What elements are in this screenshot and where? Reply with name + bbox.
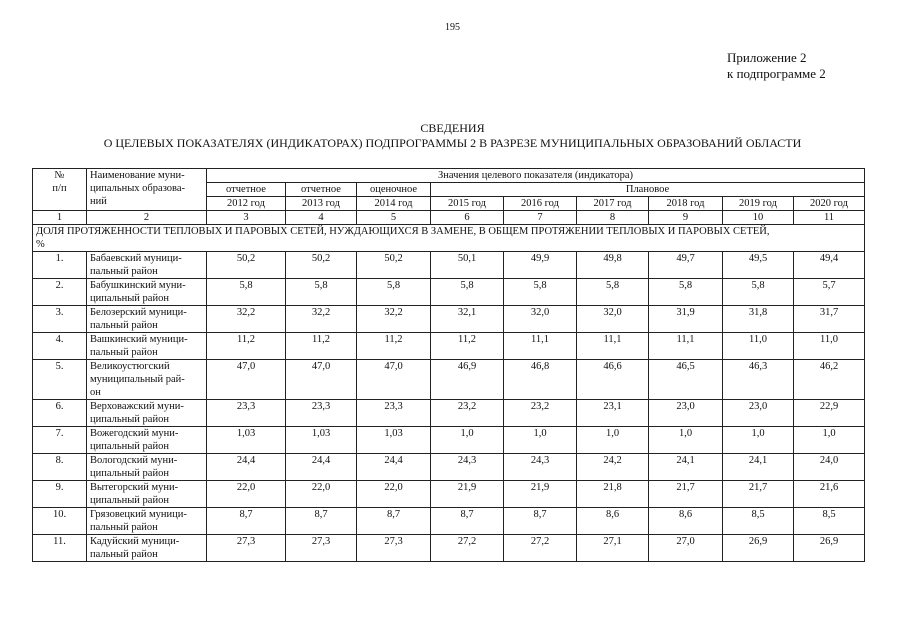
table-row xyxy=(33,279,865,306)
header-year: 2017 год xyxy=(577,197,649,211)
indicator-value: 8,5 xyxy=(723,508,794,535)
column-number: 10 xyxy=(723,211,794,225)
indicator-value: 49,9 xyxy=(504,252,577,279)
indicator-value: 32,2 xyxy=(207,306,286,333)
indicator-value: 32,0 xyxy=(577,306,649,333)
indicator-value: 22,9 xyxy=(794,400,865,427)
indicator-value: 27,2 xyxy=(431,535,504,562)
indicator-value: 1,0 xyxy=(577,427,649,454)
row-number: 9. xyxy=(33,481,87,508)
indicator-value: 23,2 xyxy=(504,400,577,427)
indicator-value: 32,1 xyxy=(431,306,504,333)
indicator-value: 22,0 xyxy=(286,481,357,508)
header-planned: Плановое xyxy=(431,183,865,197)
indicator-value: 32,2 xyxy=(357,306,431,333)
district-name: Великоустюгский муниципальный рай- он xyxy=(87,360,207,400)
indicator-value: 32,2 xyxy=(286,306,357,333)
indicator-value: 46,9 xyxy=(431,360,504,400)
indicator-value: 46,8 xyxy=(504,360,577,400)
indicator-value: 47,0 xyxy=(207,360,286,400)
indicator-value: 5,8 xyxy=(357,279,431,306)
indicator-value: 49,5 xyxy=(723,252,794,279)
indicators-table xyxy=(32,168,865,562)
indicator-value: 50,2 xyxy=(286,252,357,279)
header-reported-1: отчетное xyxy=(207,183,286,197)
row-number: 10. xyxy=(33,508,87,535)
row-number: 6. xyxy=(33,400,87,427)
indicator-value: 1,0 xyxy=(723,427,794,454)
indicator-value: 24,3 xyxy=(431,454,504,481)
indicator-value: 1,0 xyxy=(649,427,723,454)
indicator-value: 5,8 xyxy=(286,279,357,306)
indicator-value: 8,7 xyxy=(286,508,357,535)
indicator-value: 24,4 xyxy=(207,454,286,481)
appendix-line-2: к подпрограмме 2 xyxy=(727,66,826,81)
indicator-value: 8,5 xyxy=(794,508,865,535)
header-year: 2020 год xyxy=(794,197,865,211)
column-number: 3 xyxy=(207,211,286,225)
column-number: 9 xyxy=(649,211,723,225)
table-row xyxy=(33,360,865,400)
column-number: 11 xyxy=(794,211,865,225)
row-number: 5. xyxy=(33,360,87,400)
indicator-value: 5,8 xyxy=(577,279,649,306)
indicator-value: 50,2 xyxy=(207,252,286,279)
indicator-value: 5,8 xyxy=(723,279,794,306)
indicator-value: 24,0 xyxy=(794,454,865,481)
indicator-value: 1,0 xyxy=(794,427,865,454)
district-name: Вологодский муни- ципальный район xyxy=(87,454,207,481)
district-name: Вашкинский муници- пальный район xyxy=(87,333,207,360)
indicator-value: 23,3 xyxy=(357,400,431,427)
district-name: Вытегорский муни- ципальный район xyxy=(87,481,207,508)
indicator-value: 23,0 xyxy=(649,400,723,427)
table-row xyxy=(33,427,865,454)
indicator-value: 24,3 xyxy=(504,454,577,481)
indicator-value: 11,1 xyxy=(577,333,649,360)
indicator-value: 1,0 xyxy=(431,427,504,454)
indicator-value: 21,9 xyxy=(431,481,504,508)
district-name: Бабушкинский муни- ципальный район xyxy=(87,279,207,306)
indicator-value: 5,8 xyxy=(504,279,577,306)
row-number: 4. xyxy=(33,333,87,360)
indicator-value: 27,0 xyxy=(649,535,723,562)
indicator-value: 11,0 xyxy=(794,333,865,360)
indicator-value: 11,1 xyxy=(649,333,723,360)
indicator-value: 32,0 xyxy=(504,306,577,333)
table-row xyxy=(33,481,865,508)
indicator-value: 5,8 xyxy=(649,279,723,306)
district-name: Грязовецкий муници- пальный район xyxy=(87,508,207,535)
column-number: 6 xyxy=(431,211,504,225)
indicator-value: 21,8 xyxy=(577,481,649,508)
indicator-value: 11,2 xyxy=(286,333,357,360)
indicator-value: 46,6 xyxy=(577,360,649,400)
row-number: 11. xyxy=(33,535,87,562)
indicator-value: 1,03 xyxy=(207,427,286,454)
district-name: Белозерский муници- пальный район xyxy=(87,306,207,333)
district-name: Вожегодский муни- ципальный район xyxy=(87,427,207,454)
column-number: 8 xyxy=(577,211,649,225)
indicator-value: 24,1 xyxy=(649,454,723,481)
title-line-1: СВЕДЕНИЯ xyxy=(420,121,485,135)
indicator-value: 24,4 xyxy=(286,454,357,481)
indicator-value: 11,2 xyxy=(357,333,431,360)
column-number: 4 xyxy=(286,211,357,225)
indicator-value: 47,0 xyxy=(286,360,357,400)
header-year: 2013 год xyxy=(286,197,357,211)
row-number: 7. xyxy=(33,427,87,454)
indicator-value: 27,3 xyxy=(357,535,431,562)
indicator-value: 5,7 xyxy=(794,279,865,306)
indicator-value: 8,6 xyxy=(577,508,649,535)
indicator-value: 26,9 xyxy=(794,535,865,562)
indicator-value: 22,0 xyxy=(357,481,431,508)
indicator-value: 11,2 xyxy=(207,333,286,360)
indicator-value: 49,4 xyxy=(794,252,865,279)
table-row xyxy=(33,306,865,333)
header-year: 2014 год xyxy=(357,197,431,211)
indicator-value: 50,2 xyxy=(357,252,431,279)
indicator-value: 11,2 xyxy=(431,333,504,360)
column-number: 5 xyxy=(357,211,431,225)
indicator-value: 21,9 xyxy=(504,481,577,508)
indicator-value: 27,3 xyxy=(286,535,357,562)
indicator-value: 31,9 xyxy=(649,306,723,333)
indicator-value: 46,5 xyxy=(649,360,723,400)
table-row xyxy=(33,400,865,427)
indicator-value: 23,2 xyxy=(431,400,504,427)
table-row xyxy=(33,252,865,279)
indicator-value: 8,7 xyxy=(207,508,286,535)
row-number: 2. xyxy=(33,279,87,306)
header-year: 2018 год xyxy=(649,197,723,211)
header-values-group: Значения целевого показателя (индикатора) xyxy=(207,169,865,183)
indicator-value: 27,2 xyxy=(504,535,577,562)
indicator-value: 1,03 xyxy=(286,427,357,454)
indicator-value: 46,3 xyxy=(723,360,794,400)
indicator-value: 27,1 xyxy=(577,535,649,562)
indicator-value: 46,2 xyxy=(794,360,865,400)
indicator-value: 49,8 xyxy=(577,252,649,279)
indicator-value: 21,7 xyxy=(723,481,794,508)
indicator-value: 47,0 xyxy=(357,360,431,400)
header-estimated: оценочное xyxy=(357,183,431,197)
indicator-value: 24,1 xyxy=(723,454,794,481)
table-row xyxy=(33,333,865,360)
district-name: Верховажский муни- ципальный район xyxy=(87,400,207,427)
indicator-value: 1,03 xyxy=(357,427,431,454)
column-number: 7 xyxy=(504,211,577,225)
column-number: 2 xyxy=(87,211,207,225)
table-row xyxy=(33,454,865,481)
header-year: 2012 год xyxy=(207,197,286,211)
indicator-value: 24,4 xyxy=(357,454,431,481)
indicator-value: 21,6 xyxy=(794,481,865,508)
district-name: Кадуйский муници- пальный район xyxy=(87,535,207,562)
header-name: Наименование муни- ципальных образова- ний xyxy=(87,169,207,211)
indicator-value: 22,0 xyxy=(207,481,286,508)
row-number: 3. xyxy=(33,306,87,333)
header-year: 2019 год xyxy=(723,197,794,211)
indicator-value: 23,0 xyxy=(723,400,794,427)
header-year: 2016 год xyxy=(504,197,577,211)
page-number: 195 xyxy=(445,22,460,33)
indicator-value: 23,3 xyxy=(286,400,357,427)
indicator-value: 23,1 xyxy=(577,400,649,427)
indicator-value: 31,8 xyxy=(723,306,794,333)
district-name: Бабаевский муници- пальный район xyxy=(87,252,207,279)
indicator-value: 8,6 xyxy=(649,508,723,535)
indicator-value: 5,8 xyxy=(207,279,286,306)
header-reported-2: отчетное xyxy=(286,183,357,197)
indicator-value: 50,1 xyxy=(431,252,504,279)
indicator-value: 21,7 xyxy=(649,481,723,508)
column-number: 1 xyxy=(33,211,87,225)
row-number: 8. xyxy=(33,454,87,481)
appendix-label xyxy=(727,50,826,82)
table-row xyxy=(33,508,865,535)
indicator-value: 8,7 xyxy=(431,508,504,535)
indicator-value: 5,8 xyxy=(431,279,504,306)
header-year: 2015 год xyxy=(431,197,504,211)
indicator-value: 49,7 xyxy=(649,252,723,279)
indicator-value: 23,3 xyxy=(207,400,286,427)
table-row xyxy=(33,535,865,562)
indicator-value: 8,7 xyxy=(504,508,577,535)
indicator-value: 11,1 xyxy=(504,333,577,360)
appendix-line-1: Приложение 2 xyxy=(727,50,807,65)
indicator-value: 11,0 xyxy=(723,333,794,360)
indicator-value: 8,7 xyxy=(357,508,431,535)
section-title: ДОЛЯ ПРОТЯЖЕННОСТИ ТЕПЛОВЫХ И ПАРОВЫХ СЕТЕЙ, НУЖДАЮЩИХСЯ В ЗАМЕНЕ, В ОБЩЕМ ПРОТЯЖЕНИИ ТЕПЛОВЫХ И ПАРОВЫХ СЕТЕЙ, % xyxy=(33,225,865,252)
indicator-value: 1,0 xyxy=(504,427,577,454)
document-title xyxy=(0,121,905,151)
indicator-value: 31,7 xyxy=(794,306,865,333)
indicator-value: 27,3 xyxy=(207,535,286,562)
row-number: 1. xyxy=(33,252,87,279)
indicator-value: 24,2 xyxy=(577,454,649,481)
header-num: № п/п xyxy=(33,169,87,211)
indicator-value: 26,9 xyxy=(723,535,794,562)
title-line-2: О ЦЕЛЕВЫХ ПОКАЗАТЕЛЯХ (ИНДИКАТОРАХ) ПОДПРОГРАММЫ 2 В РАЗРЕЗЕ МУНИЦИПАЛЬНЫХ ОБРАЗОВАНИЙ ОБЛАСТИ xyxy=(103,136,802,150)
